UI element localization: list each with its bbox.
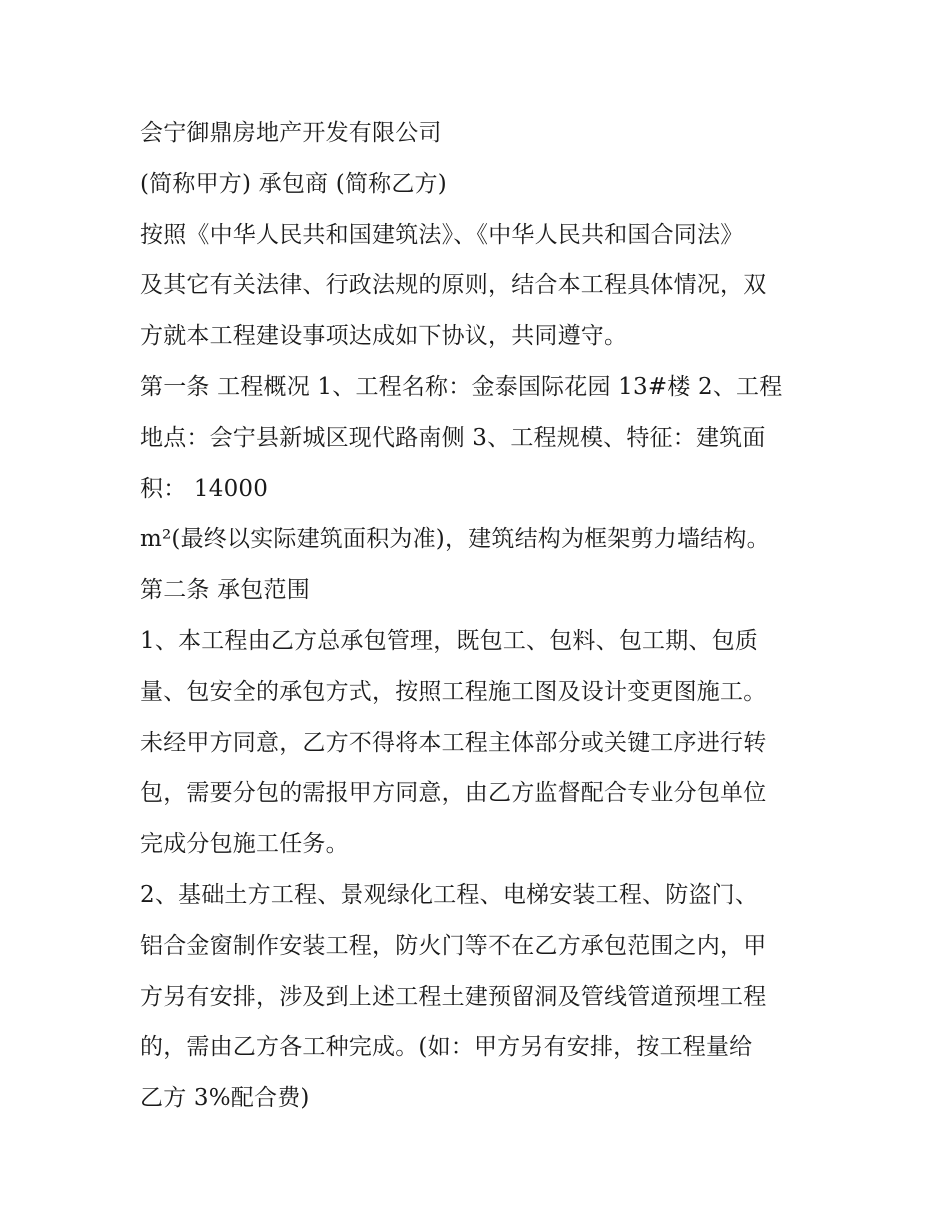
text-line: m²(最终以实际建筑面积为准)，建筑结构为框架剪力墙结构。 (140, 526, 770, 553)
text-line: 铝合金窗制作安装工程，防火门等不在乙方承包范围之内，甲 (140, 932, 767, 959)
text-line: 乙方 3%配合费) (140, 1085, 310, 1112)
text-line: 地点：会宁县新城区现代路南侧 3、工程规模、特征：建筑面 (140, 424, 766, 451)
text-line: 及其它有关法律、行政法规的原则，结合本工程具体情况，双 (140, 272, 767, 299)
text-line: 第一条 工程概况 1、工程名称：金泰国际花园 13#楼 2、工程 (140, 373, 783, 400)
text-line: 积： 14000 (140, 475, 269, 502)
text-line: 第二条 承包范围 (140, 577, 310, 604)
text-line: 按照《中华人民共和国建筑法》、《中华人民共和国合同法》 (140, 221, 744, 248)
text-line: 未经甲方同意，乙方不得将本工程主体部分或关键工序进行转 (140, 729, 767, 756)
text-line: 完成分包施工任务。 (140, 831, 349, 858)
text-line: 包，需要分包的需报甲方同意，由乙方监督配合专业分包单位 (140, 780, 767, 807)
text-line: (简称甲方) 承包商 (简称乙方) (140, 170, 447, 197)
text-line: 2、基础土方工程、景观绿化工程、电梯安装工程、防盗门、 (140, 881, 759, 908)
text-line: 会宁御鼎房地产开发有限公司 (140, 120, 442, 146)
contract-text (140, 108, 830, 1124)
text-line: 1、本工程由乙方总承包管理，既包工、包料、包工期、包质 (140, 627, 759, 654)
text-line: 方就本工程建设事项达成如下协议，共同遵守。 (140, 323, 628, 350)
text-line: 量、包安全的承包方式，按照工程施工图及设计变更图施工。 (140, 678, 767, 705)
text-line: 方另有安排，涉及到上述工程土建预留洞及管线管道预埋工程 (140, 983, 767, 1010)
text-line: 的，需由乙方各工种完成。(如：甲方另有安排，按工程量给 (140, 1034, 753, 1061)
